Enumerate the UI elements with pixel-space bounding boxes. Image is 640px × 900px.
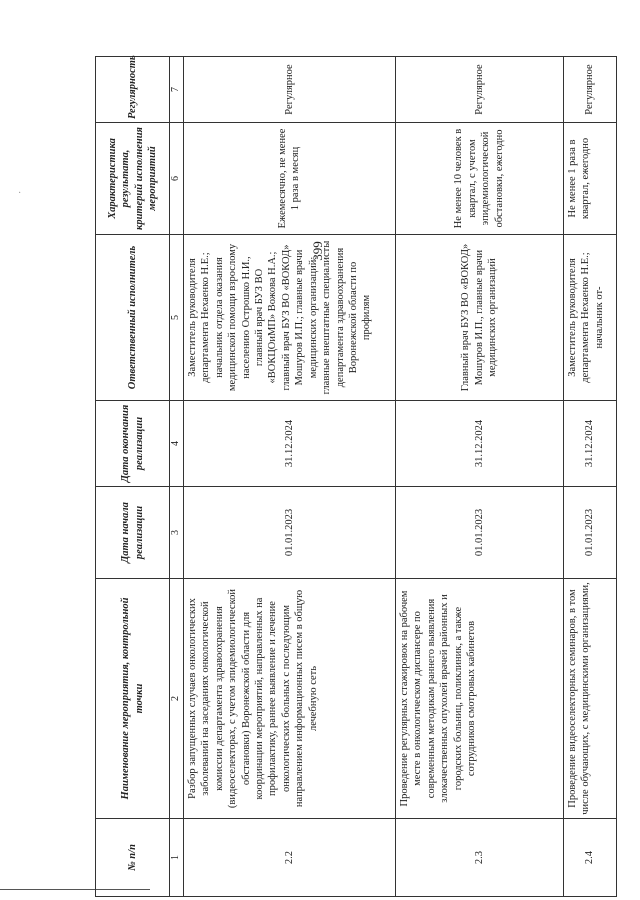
header-responsible: Ответственный исполнитель (96, 235, 170, 401)
row-number: 2.3 (395, 819, 563, 897)
responsible-person: Заместитель руководителя департамента Нехаенко Н.Е.; начальник отдела оказания медицинской помощи взрослому населению Острошко Н.И., главный врач БУЗ ВО «ВОКЦОиМП» Вожова Н.А.; главный врач БУЗ ВО «ВОКОД» Мошуров И.П.; главные врачи медицинских организаций; главные внештатные специалисты департамента здравоохранения Воронежской области по профилям (183, 235, 395, 401)
activity-name: Проведение регулярных стажировок на рабочем месте в онкологическом диспансере по современным методикам раннего выявления злокачественных опухолей врачей районных и городских больниц, поликлиник, а также сотрудников смотровых кабинетов (395, 579, 563, 819)
column-number: 2 (170, 579, 184, 819)
column-number: 6 (170, 123, 184, 235)
end-date: 31.12.2024 (563, 401, 616, 487)
responsible-person: Заместитель руководителя департамента Нехаенко Н.Е.; начальник от- (563, 235, 616, 401)
rotated-table-wrapper (95, 57, 617, 897)
header-name: Наименование мероприятия, контрольной точки (96, 579, 170, 819)
end-date: 31.12.2024 (183, 401, 395, 487)
header-end: Дата окончания реализации (96, 401, 170, 487)
header-start: Дата начала реализации (96, 487, 170, 579)
column-number: 1 (170, 819, 184, 897)
table-row (395, 57, 563, 897)
header-row (96, 57, 170, 897)
result-criteria: Ежемесячно, не менее 1 раза в месяц (183, 123, 395, 235)
column-number: 7 (170, 57, 184, 123)
end-date: 31.12.2024 (395, 401, 563, 487)
regularity: Регулярное (563, 57, 616, 123)
start-date: 01.01.2023 (183, 487, 395, 579)
margin-mark: · (18, 188, 22, 199)
header-result: Характеристика результата, критерий исполнения мероприятий (96, 123, 170, 235)
responsible-person: Главный врач БУЗ ВО «ВОКОД» Мошуров И.П., главные врачи медицинских организаций (395, 235, 563, 401)
regularity: Регулярное (395, 57, 563, 123)
header-num: № п/п (96, 819, 170, 897)
row-number: 2.4 (563, 819, 616, 897)
start-date: 01.01.2023 (563, 487, 616, 579)
activity-name: Разбор запущенных случаев онкологических заболеваний на заседаниях онкологической комиссии департамента здравоохранения (видеоселекторах, с учетом эпидемиологической обстановки) Воронежской области для координации мероприятий, направленных на профилактику, раннее выявление и лечение онкологических больных с последующим направлением информационных писем в общую лечебную сеть (183, 579, 395, 819)
column-number: 5 (170, 235, 184, 401)
table-row (563, 57, 616, 897)
column-number-row (170, 57, 184, 897)
row-number: 2.2 (183, 819, 395, 897)
regularity: Регулярное (183, 57, 395, 123)
start-date: 01.01.2023 (395, 487, 563, 579)
result-criteria: Не менее 1 раза в квартал, ежегодно (563, 123, 616, 235)
result-criteria: Не менее 10 человек в квартал, с учетом эпидемиологической обстановки, ежегодно (395, 123, 563, 235)
column-number: 4 (170, 401, 184, 487)
activities-table (95, 56, 617, 897)
column-number: 3 (170, 487, 184, 579)
header-regularity: Регулярность (96, 57, 170, 123)
activity-name: Проведение видеоселекторных семинаров, в том числе обучающих, с медицинскими организациями, (563, 579, 616, 819)
table-row (183, 57, 395, 897)
page-number: 399 (310, 241, 325, 261)
